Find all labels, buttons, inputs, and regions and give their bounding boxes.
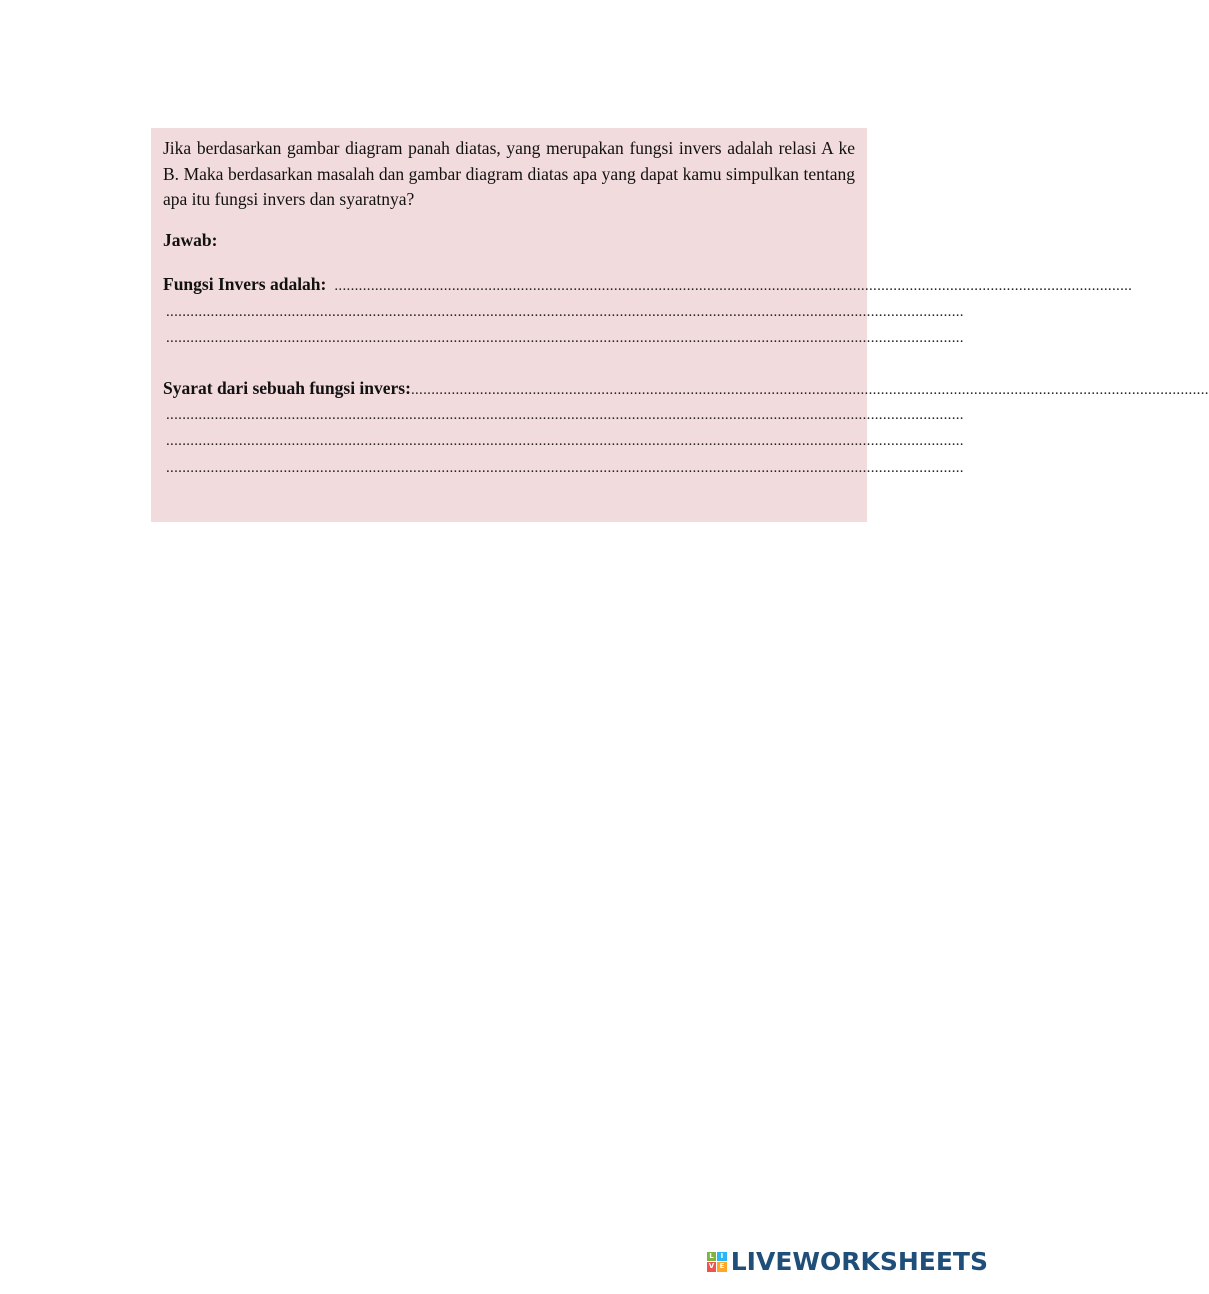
- brand-name: LIVEWORKSHEETS: [730, 1247, 988, 1276]
- liveworksheets-logo-icon: [707, 1252, 727, 1272]
- logo-letter-e: E: [717, 1262, 727, 1272]
- requirement-line[interactable]: [163, 376, 1209, 400]
- question-text: Jika berdasarkan gambar diagram panah diatas, yang merupakan fungsi invers adalah relasi A ke B. Maka berdasarkan masalah dan gambar diagram diatas apa yang dapat kamu simpulkan tentang apa itu fungsi invers dan syaratnya?: [163, 138, 855, 209]
- requirement-dots-3[interactable]: .....................................................................................................................................................................................................: [166, 433, 964, 449]
- liveworksheets-brand: [707, 1247, 988, 1276]
- requirement-dots-4[interactable]: .....................................................................................................................................................................................................: [166, 460, 964, 476]
- requirement-dots-2[interactable]: .....................................................................................................................................................................................................: [166, 407, 964, 423]
- answer-heading: Jawab:: [163, 230, 218, 250]
- definition-dots-2[interactable]: .....................................................................................................................................................................................................: [166, 304, 964, 320]
- requirement-label: Syarat dari sebuah fungsi invers:: [163, 378, 411, 398]
- worksheet-box: [151, 128, 1209, 522]
- definition-dots-3[interactable]: .....................................................................................................................................................................................................: [166, 330, 964, 346]
- logo-letter-l: L: [707, 1252, 717, 1262]
- definition-label: Fungsi Invers adalah:: [163, 274, 327, 294]
- definition-dots-1: .....................................................................................................................................................................................................: [334, 278, 1133, 294]
- logo-letter-v: V: [707, 1262, 717, 1272]
- definition-line[interactable]: [163, 272, 1133, 296]
- logo-letter-i: I: [717, 1252, 727, 1262]
- requirement-dots-1: .....................................................................................................................................................................................................: [410, 382, 1209, 398]
